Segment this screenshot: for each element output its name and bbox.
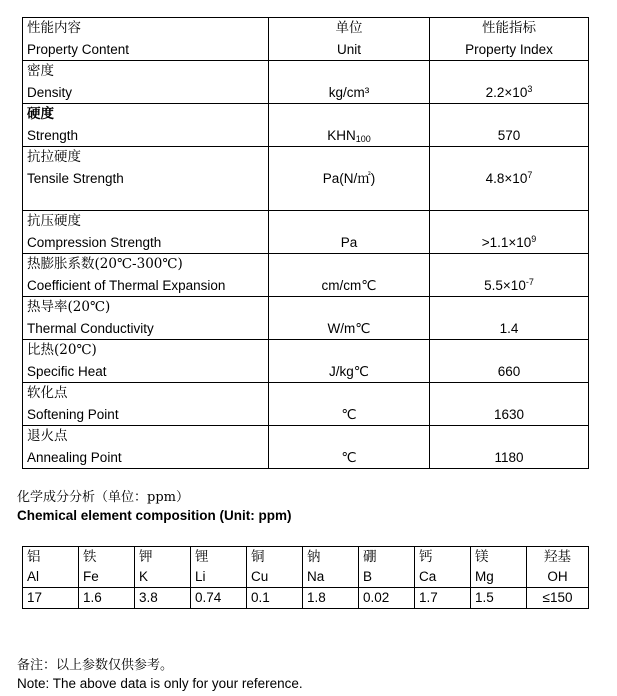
property-value: 1180 <box>494 450 524 465</box>
header-property-cell <box>23 18 269 61</box>
chem-name-cell: 钙 <box>415 547 471 568</box>
chem-title-cn: 化学成分分析（单位：ppm） <box>17 490 189 505</box>
property-value: 660 <box>497 364 521 379</box>
property-cn: 密度 <box>27 63 54 79</box>
property-cn: 软化点 <box>27 385 68 401</box>
property-en: Softening Point <box>27 407 119 422</box>
property-en: Density <box>27 85 73 100</box>
property-row-annealing-point <box>23 426 589 469</box>
note-cn: 备注：以上参数仅供参考。 <box>17 658 174 673</box>
chem-value-cell: 1.6 <box>79 588 135 609</box>
header-unit-en: Unit <box>336 42 361 57</box>
chem-symbol-cell: Ca <box>415 567 471 588</box>
property-value: $>1.1\times 10^9$ <box>481 234 537 250</box>
property-unit: ℃ <box>341 450 357 465</box>
chem-table <box>22 546 589 609</box>
chem-symbol-cell: Fe <box>79 567 135 588</box>
property-en: Thermal Conductivity <box>27 321 154 336</box>
property-row-strength <box>23 104 589 147</box>
property-en: Strength <box>27 128 79 143</box>
header-index-cn: 性能指标 <box>482 20 536 36</box>
chem-name-cell: 钠 <box>303 547 359 568</box>
property-table <box>22 17 589 469</box>
property-en: Compression Strength <box>27 235 162 250</box>
property-value: $5.5\times 10^{-7}$ <box>484 277 534 293</box>
chem-symbol-cell: B <box>359 567 415 588</box>
chem-name-cell: 铁 <box>79 547 135 568</box>
chem-value-cell: ≤150 <box>527 588 589 609</box>
property-unit: J/kg℃ <box>329 364 369 379</box>
chem-symbol-cell: Al <box>23 567 79 588</box>
property-cn: 比热(20℃) <box>27 342 97 358</box>
property-unit: cm/cm℃ <box>321 278 377 293</box>
header-property-en: Property Content <box>27 42 130 57</box>
chem-symbol-cell: Na <box>303 567 359 588</box>
property-cn: 热导率(20℃) <box>27 299 111 315</box>
chem-name-cell: 铜 <box>247 547 303 568</box>
chem-title-en: Chemical element composition (Unit: ppm) <box>17 508 292 523</box>
chem-name-cell: 钾 <box>135 547 191 568</box>
property-en: Coefficient of Thermal Expansion <box>27 278 226 293</box>
property-cn: 热膨胀系数(20℃-300℃) <box>27 256 183 272</box>
property-unit: ℃ <box>341 407 357 422</box>
header-index-cell <box>430 18 589 61</box>
chem-value-cell: 0.1 <box>247 588 303 609</box>
chem-value-cell: 17 <box>23 588 79 609</box>
chem-symbol-cell: Cu <box>247 567 303 588</box>
chem-symbol-cell: OH <box>527 567 589 588</box>
property-cn: 退火点 <box>27 428 68 444</box>
chem-name-cell: 羟基 <box>527 547 589 568</box>
property-cn: 抗压硬度 <box>27 213 81 229</box>
chem-name-cell: 硼 <box>359 547 415 568</box>
property-value: $4.8\times 10^7$ <box>485 170 533 186</box>
property-row-specific-heat <box>23 340 589 383</box>
property-cn: 硬度 <box>27 106 54 122</box>
property-en: Annealing Point <box>27 450 122 465</box>
property-value: 570 <box>497 128 521 143</box>
header-index-en: Property Index <box>465 42 553 57</box>
property-value: 1630 <box>493 407 525 422</box>
chem-values-row <box>23 588 589 609</box>
chem-symbol-cell: Li <box>191 567 247 588</box>
property-row-tensile <box>23 147 589 211</box>
property-en: Tensile Strength <box>27 171 124 186</box>
property-table-header <box>23 18 589 61</box>
property-row-thermal-conductivity <box>23 297 589 340</box>
property-value: $2.2\times 10^3$ <box>485 84 533 100</box>
property-unit: W/m℃ <box>327 321 371 336</box>
chem-value-cell: 3.8 <box>135 588 191 609</box>
chem-symbol-cell: K <box>135 567 191 588</box>
property-row-softening-point <box>23 383 589 426</box>
chem-value-cell: 0.74 <box>191 588 247 609</box>
property-unit: Pa <box>340 235 358 250</box>
chem-name-cell: 锂 <box>191 547 247 568</box>
property-row-compression <box>23 211 589 254</box>
property-unit: Pa(N/㎡) <box>322 171 376 186</box>
chem-symbols-row <box>23 567 589 588</box>
chem-value-cell: 1.5 <box>471 588 527 609</box>
property-cn: 抗拉硬度 <box>27 149 81 165</box>
chem-symbol-cell: Mg <box>471 567 527 588</box>
property-unit: $KHN_{100}$ <box>327 128 371 144</box>
note-en: Note: The above data is only for your reference. <box>17 676 303 691</box>
property-value: 1.4 <box>499 321 519 336</box>
header-property-cn: 性能内容 <box>27 20 81 36</box>
property-en: Specific Heat <box>27 364 107 379</box>
header-unit-cn: 单位 <box>335 20 363 36</box>
chem-value-cell: 1.7 <box>415 588 471 609</box>
chem-name-cell: 镁 <box>471 547 527 568</box>
property-row-thermal-expansion <box>23 254 589 297</box>
chem-name-cell: 铝 <box>23 547 79 568</box>
chem-value-cell: 1.8 <box>303 588 359 609</box>
header-unit-cell <box>269 18 430 61</box>
chem-value-cell: 0.02 <box>359 588 415 609</box>
chem-names-row <box>23 547 589 568</box>
property-unit: kg/cm³ <box>328 85 370 100</box>
property-row-density <box>23 61 589 104</box>
